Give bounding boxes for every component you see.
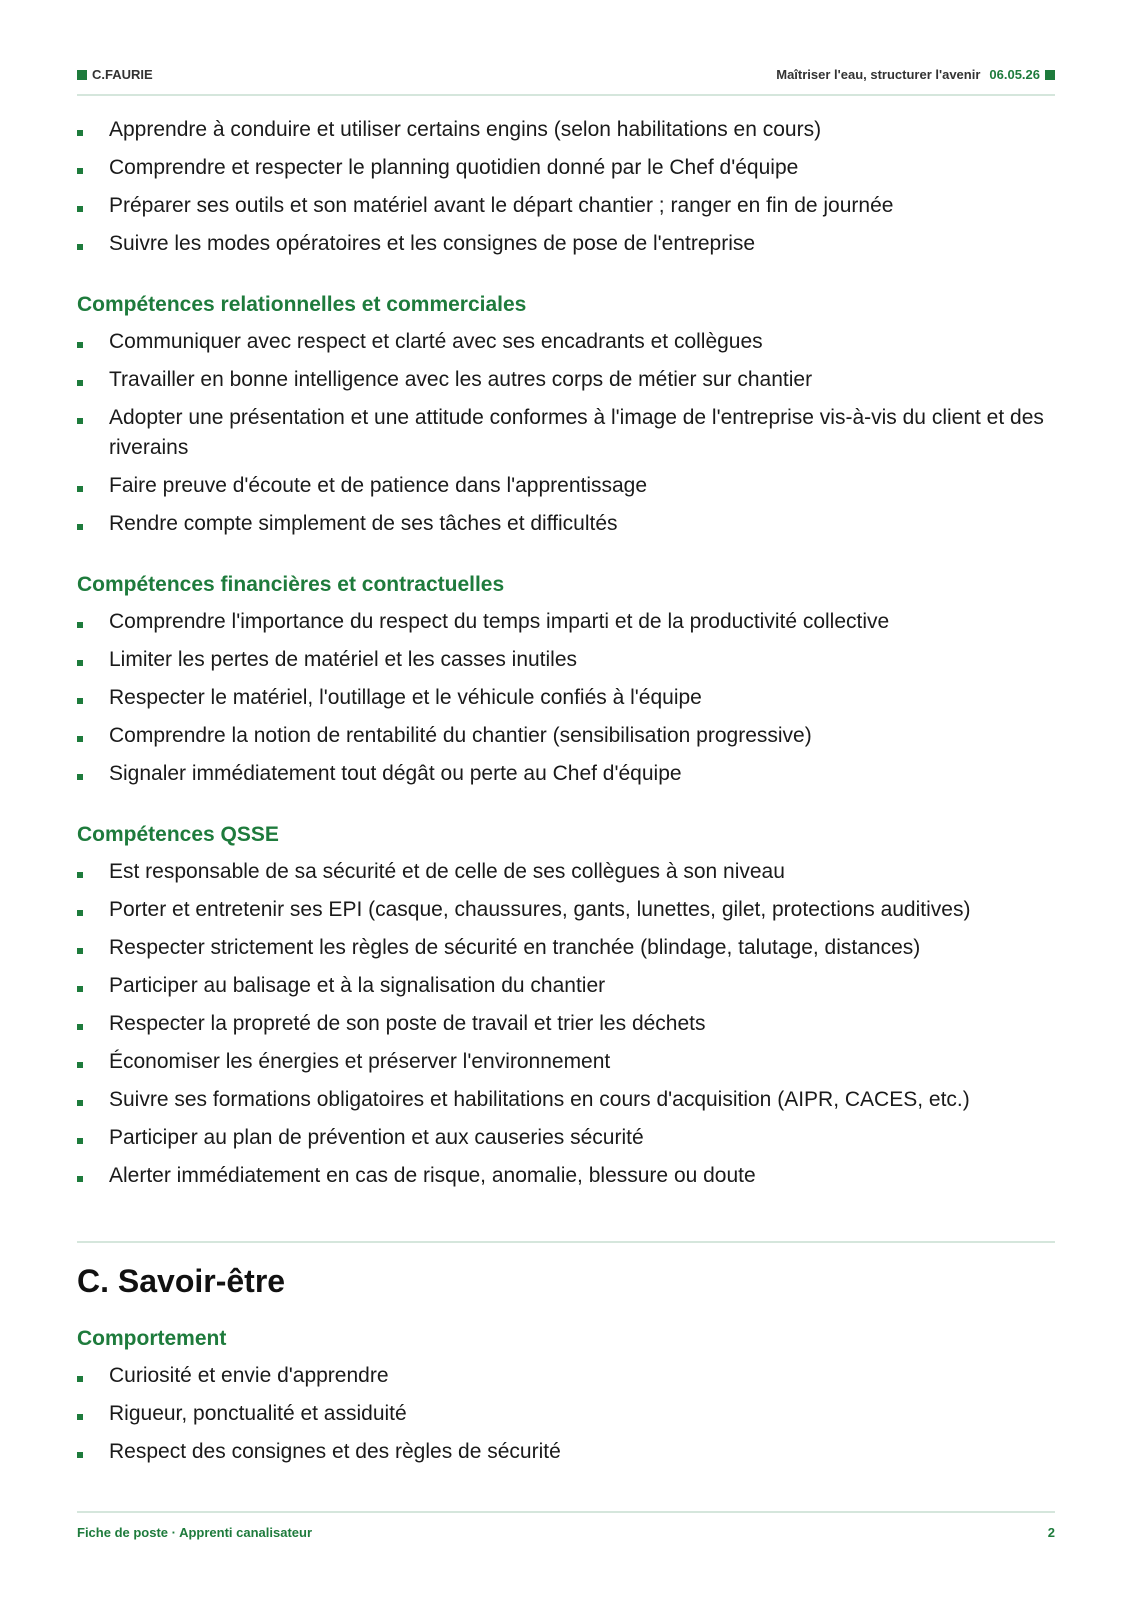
list-item: Respecter la propreté de son poste de travail et trier les déchets: [77, 1009, 1055, 1039]
list-item: Comprendre la notion de rentabilité du chantier (sensibilisation progressive): [77, 721, 1055, 751]
list-item: Comprendre l'importance du respect du temps imparti et de la productivité collective: [77, 607, 1055, 637]
list-item: Curiosité et envie d'apprendre: [77, 1361, 1055, 1391]
qsse-list: [77, 857, 1055, 1191]
relational-list: [77, 327, 1055, 539]
list-item: Suivre ses formations obligatoires et habilitations en cours d'acquisition (AIPR, CACES, etc.): [77, 1085, 1055, 1115]
green-square-icon: [1045, 70, 1055, 80]
list-item: Respect des consignes et des règles de sécurité: [77, 1437, 1055, 1467]
list-item: Adopter une présentation et une attitude conformes à l'image de l'entreprise vis-à-vis du client et des riverains: [77, 403, 1055, 463]
list-item: Préparer ses outils et son matériel avant le départ chantier ; ranger en fin de journée: [77, 191, 1055, 221]
list-item: Rendre compte simplement de ses tâches et difficultés: [77, 509, 1055, 539]
header-date: 06.05.26: [989, 67, 1040, 82]
list-item: Signaler immédiatement tout dégât ou perte au Chef d'équipe: [77, 759, 1055, 789]
green-square-icon: [77, 70, 87, 80]
financial-heading: Compétences financières et contractuelles: [77, 573, 505, 596]
list-item: Participer au balisage et à la signalisation du chantier: [77, 971, 1055, 1001]
list-item: Économiser les énergies et préserver l'environnement: [77, 1047, 1055, 1077]
list-item: Communiquer avec respect et clarté avec ses encadrants et collègues: [77, 327, 1055, 357]
list-item: Alerter immédiatement en cas de risque, anomalie, blessure ou doute: [77, 1161, 1055, 1191]
behavior-list: [77, 1361, 1055, 1467]
footer-doc-title: Fiche de poste · Apprenti canalisateur: [77, 1525, 313, 1540]
list-item: Participer au plan de prévention et aux causeries sécurité: [77, 1123, 1055, 1153]
section-title: C. Savoir-être: [77, 1263, 286, 1299]
header-right: [776, 67, 1055, 82]
page-footer: [77, 1511, 1055, 1540]
financial-list: [77, 607, 1055, 789]
list-item: Porter et entretenir ses EPI (casque, chaussures, gants, lunettes, gilet, protections auditives): [77, 895, 1055, 925]
list-item: Faire preuve d'écoute et de patience dans l'apprentissage: [77, 471, 1055, 501]
list-item: Travailler en bonne intelligence avec les autres corps de métier sur chantier: [77, 365, 1055, 395]
header-tagline: Maîtriser l'eau, structurer l'avenir: [776, 67, 981, 82]
behavior-heading: Comportement: [77, 1327, 227, 1350]
list-item: Suivre les modes opératoires et les consignes de pose de l'entreprise: [77, 229, 1055, 259]
list-item: Comprendre et respecter le planning quotidien donné par le Chef d'équipe: [77, 153, 1055, 183]
list-item: Respecter strictement les règles de sécurité en tranchée (blindage, talutage, distances): [77, 933, 1055, 963]
list-item: Est responsable de sa sécurité et de celle de ses collègues à son niveau: [77, 857, 1055, 887]
list-item: Rigueur, ponctualité et assiduité: [77, 1399, 1055, 1429]
qsse-heading: Compétences QSSE: [77, 823, 279, 846]
list-item: Apprendre à conduire et utiliser certains engins (selon habilitations en cours): [77, 115, 1055, 145]
list-item: Respecter le matériel, l'outillage et le véhicule confiés à l'équipe: [77, 683, 1055, 713]
page-number: 2: [1047, 1525, 1055, 1540]
relational-heading: Compétences relationnelles et commerciales: [77, 293, 527, 316]
section-divider: [77, 1241, 1055, 1243]
header-left: [77, 67, 153, 82]
company-name: C.FAURIE: [92, 67, 153, 82]
page-content: [77, 115, 1055, 1475]
intro-list: [77, 115, 1055, 259]
list-item: Limiter les pertes de matériel et les casses inutiles: [77, 645, 1055, 675]
page-header: [77, 60, 1055, 96]
